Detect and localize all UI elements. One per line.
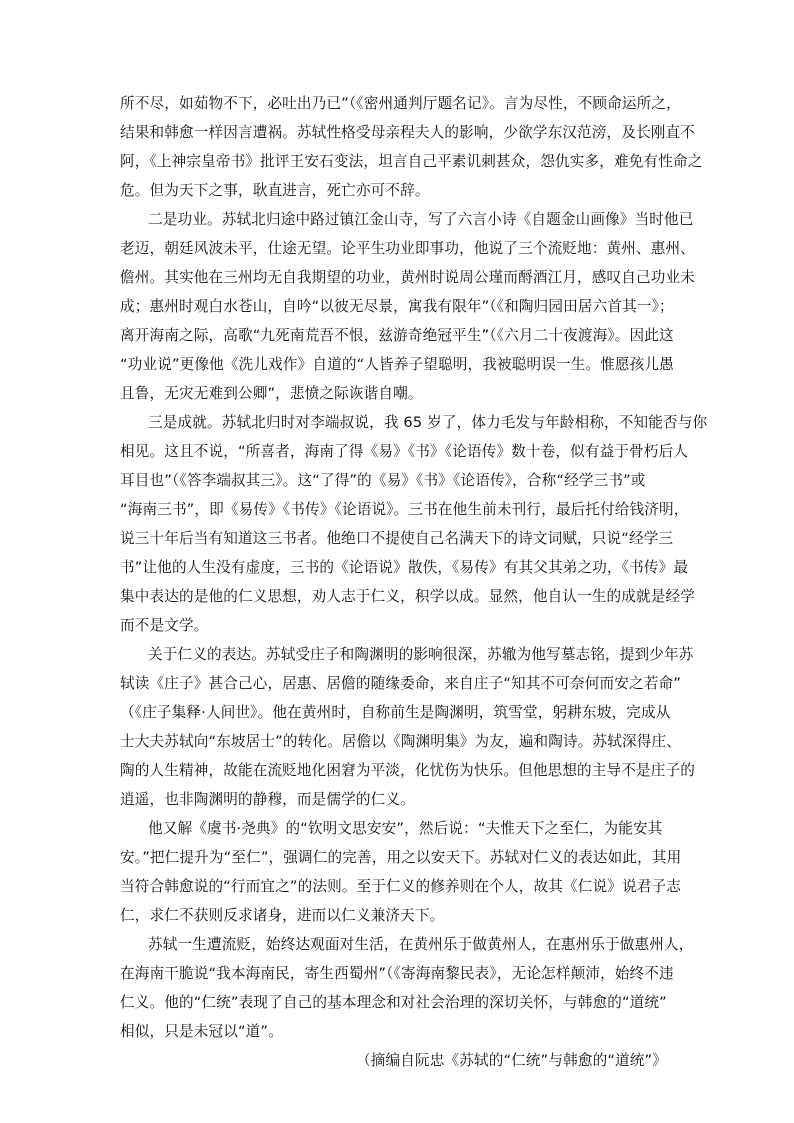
text-line: 仁义。他的“仁统”表现了自己的基本理念和对社会治理的深切关怀，与韩愈的“道统” xyxy=(120,994,667,1011)
text-line: 陶的人生精神，故能在流贬地化困窘为平淡，化忧伤为快乐。但他思想的主导不是庄子的 xyxy=(120,762,696,779)
text-line: 成；惠州时观白水苍山，自吟“以彼无尽景，寓我有限年”（《和陶归园田居六首其一》； xyxy=(120,298,674,315)
text-line: 而不是文学。 xyxy=(120,617,209,634)
text-line: 安。”把仁提升为“至仁”，强调仁的完善，用之以安天下。苏轼对仁义的表达如此，其用 xyxy=(120,849,682,866)
source-citation: （摘编自阮忠《苏轼的“仁统”与韩愈的“道统”》 xyxy=(356,1052,667,1069)
text-line: 结果和韩愈一样因言遭祸。苏轼性格受母亲程夫人的影响，少欲学东汉范滂，及长刚直不 xyxy=(120,124,696,141)
text-line: 当符合韩愈说的“行而宜之”的法则。至于仁义的修养则在个人，故其《仁说》说君子志 xyxy=(120,878,681,895)
text-line: 逍遥，也非陶渊明的静穆，而是儒学的仁义。 xyxy=(120,791,415,808)
text-line: 轼读《庄子》甚合己心，居惠、居儋的随缘委命，来自庄子“知其不可奈何而安之若命” xyxy=(120,675,681,692)
text-line: “海南三书”，即《易传》《书传》《论语说》。三书在他生前未刊行，最后托付给钱济明， xyxy=(120,501,689,518)
text-line: “功业说”更像他《洗儿戏作》自道的“人皆养子望聪明，我被聪明误一生。惟愿孩儿愚 xyxy=(120,356,674,373)
paragraph-start: 他又解《虞书·尧典》的“钦明文思安安”，然后说：“夫惟天下之至仁，为能安其 xyxy=(148,820,663,837)
text-line: 集中表达的是他的仁义思想，劝人志于仁义，积学以成。显然，他自认一生的成就是经学 xyxy=(120,588,696,605)
text-line: 在海南干脆说“我本海南民，寄生西蜀州”（《寄海南黎民表》，无论怎样颠沛，始终不违 xyxy=(120,965,674,982)
text-line: （《庄子集释·人间世》。他在黄州时，自称前生是陶渊明，筑雪堂，躬耕东坡，完成从 xyxy=(120,704,671,721)
text-line: 且鲁，无灾无难到公卿”，悲愤之际诙谐自嘲。 xyxy=(120,385,423,402)
paragraph-start: 二是功业。苏轼北归途中路过镇江金山寺，写了六言小诗《自题金山画像》当时他已 xyxy=(148,211,694,228)
text-line: 耳目也”（《答李端叔其三》。这“了得”的《易》《书》《论语传》，合称“经学三书”或 xyxy=(120,472,646,489)
text-line: 离开海南之际，高歌“九死南荒吾不恨，兹游奇绝冠平生”（《六月二十夜渡海》。因此这 xyxy=(120,327,674,344)
text-line: 儋州。其实他在三州均无自我期望的功业，黄州时说周公瑾而酹酒江月，感叹自己功业未 xyxy=(120,269,696,286)
text-line: 书”让他的人生没有虚度，三书的《论语说》散佚，《易传》有其父其弟之功，《书传》最 xyxy=(120,559,689,576)
text-line: 危。但为天下之事，耿直进言，死亡亦可不辞。 xyxy=(120,182,430,199)
paragraph-start: 苏轼一生遭流贬，始终达观面对生活，在黄州乐于做黄州人，在惠州乐于做惠州人， xyxy=(148,936,694,953)
text-line: 相似，只是未冠以“道”。 xyxy=(120,1023,283,1040)
text-line: 所不尽，如茹物不下，必吐出乃已”（《密州通判厅题名记》。言为尽性，不顾命运所之， xyxy=(120,95,681,112)
text-line: 老迈，朝廷风波未平，仕途无望。论平生功业即事功，他说了三个流贬地：黄州、惠州、 xyxy=(120,240,696,257)
text-line: 说三十年后当有知道这三书者。他绝口不提使自己名满天下的诗文词赋，只说“经学三 xyxy=(120,530,674,547)
text-line: 阿，《上神宗皇帝书》批评王安石变法，坦言自己平素讥刺甚众，怨仇实多，难免有性命之 xyxy=(120,153,703,170)
text-line: 士大夫苏轼向“东坡居士”的转化。居儋以《陶渊明集》为友，遍和陶诗。苏轼深得庄、 xyxy=(120,733,681,750)
text-line: 仁，求仁不获则反求诸身，进而以仁义兼济天下。 xyxy=(120,907,445,924)
paragraph-start: 三是成就。苏轼北归时对李端叔说，我 65 岁了，体力毛发与年龄相称，不知能否与你 xyxy=(148,414,708,431)
paragraph-start: 关于仁义的表达。苏轼受庄子和陶渊明的影响很深，苏辙为他写墓志铭，提到少年苏 xyxy=(148,646,694,663)
text-line: 相见。这且不说，“所喜者，海南了得《易》《书》《论语传》数十卷，似有益于骨朽后人 xyxy=(120,443,689,460)
